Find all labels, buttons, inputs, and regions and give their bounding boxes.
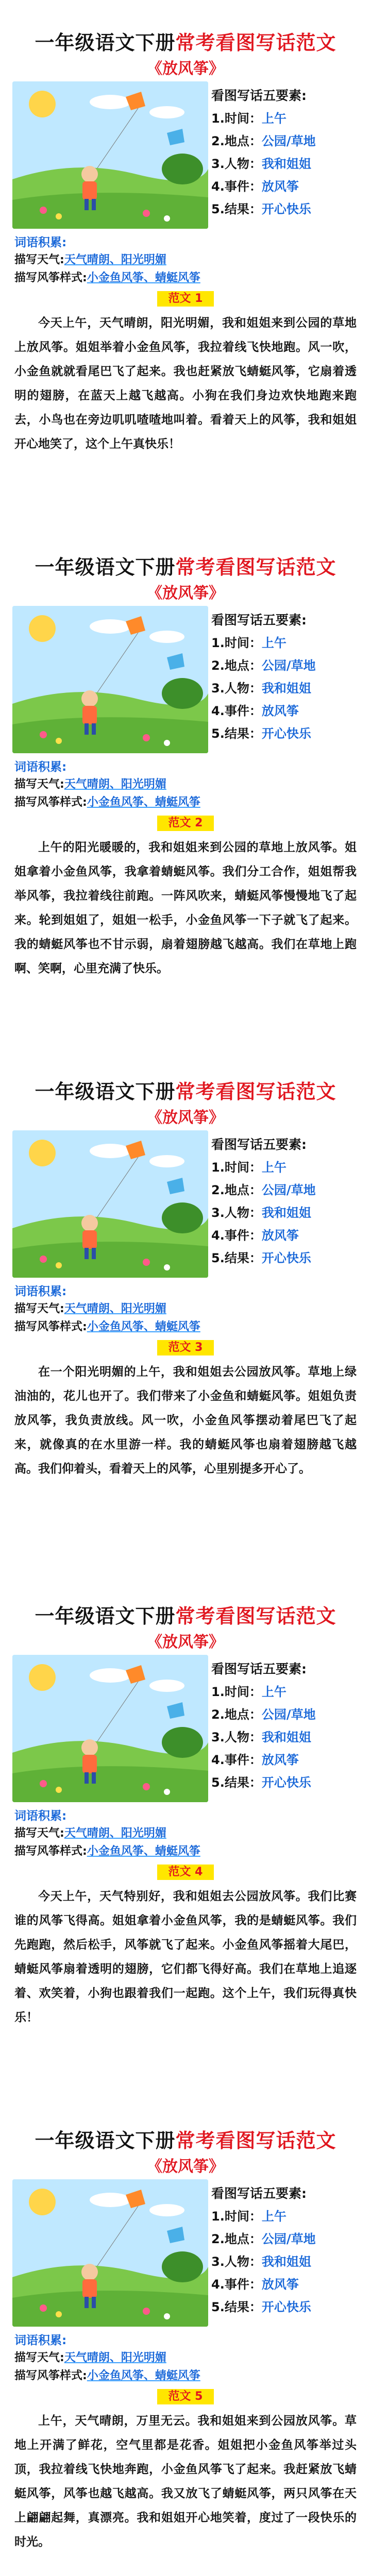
element-label: 4.事件： [211, 1753, 262, 1767]
element-row [211, 632, 361, 654]
vocab-kite [14, 269, 200, 285]
title-highlight: 常考看图写话范文 [175, 1080, 336, 1103]
element-label: 2.地点： [211, 1183, 262, 1197]
title-highlight: 常考看图写话范文 [175, 31, 336, 54]
element-row [211, 1156, 361, 1179]
element-row [211, 2273, 361, 2296]
section-title [0, 1600, 371, 1629]
essay-paragraph: 今天上午，天气特别好，我和姐姐去公园放风筝。我们比赛谁的风筝飞得高。姐姐拿着小金鱼风筝，我的是蜻蜓风筝。我们先跑跑，然后松手，风筝就飞了起来。小金鱼风筝摇着大尾巴，蜻蜓风筝扇着透明的翅膀，它们都飞得好高。我们在草地上追逐着、欢笑着，小狗也跟着我们一起跑。这个上午，我们玩得真快乐！ [14, 1890, 357, 2024]
element-value: 开心快乐 [261, 1251, 311, 1265]
element-row [211, 722, 361, 745]
vocab-heading: 词语积累: [14, 1285, 67, 1298]
element-value: 放风筝 [261, 1753, 299, 1767]
element-value: 开心快乐 [261, 202, 311, 216]
element-value: 我和姐姐 [261, 157, 311, 171]
sample-essay-badge: 范文 4 [157, 1865, 214, 1880]
five-elements [211, 84, 361, 221]
element-label: 4.事件： [211, 179, 262, 194]
element-value: 放风筝 [261, 2277, 299, 2292]
element-row [211, 175, 361, 198]
element-label: 3.人物： [211, 2255, 262, 2269]
vocab-weather-label: 描写天气: [14, 778, 64, 791]
vocab-kite-words: 小金鱼风筝、蜻蜓风筝 [87, 1320, 200, 1333]
kite-illustration [12, 606, 208, 753]
elements-heading: 看图写话五要素: [211, 1137, 307, 1152]
elements-heading: 看图写话五要素: [211, 613, 307, 628]
element-row [211, 1201, 361, 1224]
vocab-weather [14, 775, 166, 791]
essay-section [0, 1573, 371, 2094]
element-label: 2.地点： [211, 2232, 262, 2246]
essay-topic: 《放风筝》 [147, 60, 224, 78]
vocab-kite [14, 1842, 200, 1858]
element-value: 公园/草地 [261, 1707, 316, 1722]
title-prefix: 一年级语文下册 [35, 31, 176, 54]
essay-topic: 《放风筝》 [147, 584, 224, 602]
vocab-weather-label: 描写天气: [14, 1302, 64, 1315]
element-row [211, 198, 361, 221]
element-label: 1.时间： [211, 1685, 262, 1699]
element-value: 放风筝 [261, 1228, 299, 1243]
element-value: 公园/草地 [261, 134, 316, 148]
sample-essay-badge: 范文 2 [157, 816, 214, 831]
vocab-kite [14, 1318, 200, 1334]
vocab-kite [14, 793, 200, 809]
element-value: 上午 [261, 1685, 286, 1699]
element-value: 上午 [261, 2209, 286, 2224]
essay-section [0, 524, 371, 1045]
essay-section [0, 2098, 371, 2576]
five-elements [211, 1133, 361, 1269]
essay-topic: 《放风筝》 [147, 2158, 224, 2176]
vocab-kite-label: 描写风筝样式: [14, 272, 87, 284]
vocab-kite-label: 描写风筝样式: [14, 2369, 87, 2382]
title-prefix: 一年级语文下册 [35, 556, 176, 579]
element-label: 4.事件： [211, 2277, 262, 2292]
vocab-kite-words: 小金鱼风筝、蜻蜓风筝 [87, 2369, 200, 2382]
title-highlight: 常考看图写话范文 [175, 1605, 336, 1628]
essay-paragraph: 上午的阳光暖暖的，我和姐姐来到公园的草地上放风筝。姐姐拿着小金鱼风筝，我拿着蜻蜓风筝。我们分工合作，姐姐帮我举风筝，我拉着线往前跑。一阵风吹来，蜻蜓风筝慢慢地飞了起来。轮到姐姐了，姐姐一松手，小金鱼风筝一下子就飞了起来。我的蜻蜓风筝也不甘示弱，扇着翅膀越飞越高。我们在草地上跑啊、笑啊，心里充满了快乐。 [14, 841, 357, 975]
element-row [211, 700, 361, 722]
vocab-heading: 词语积累: [14, 2334, 67, 2347]
five-elements [211, 609, 361, 745]
sample-essay-badge: 范文 3 [157, 1340, 214, 1355]
vocab-weather-words: 天气晴朗、阳光明媚 [64, 1302, 166, 1315]
section-title [0, 551, 371, 580]
element-value: 开心快乐 [261, 1775, 311, 1790]
element-label: 1.时间： [211, 111, 262, 126]
title-prefix: 一年级语文下册 [35, 1605, 176, 1628]
title-prefix: 一年级语文下册 [35, 2129, 176, 2152]
vocab-weather [14, 1300, 166, 1316]
vocab-weather-words: 天气晴朗、阳光明媚 [64, 778, 166, 791]
element-row [211, 1179, 361, 1201]
element-row [211, 1749, 361, 1771]
element-value: 开心快乐 [261, 726, 311, 741]
element-value: 放风筝 [261, 704, 299, 718]
vocab-kite-label: 描写风筝样式: [14, 796, 87, 809]
element-label: 2.地点： [211, 658, 262, 673]
essay-paragraph: 上午，天气晴朗，万里无云。我和姐姐来到公园放风筝。草地上开满了鲜花，空气里都是花香。姐姐把小金鱼风筝举过头顶，我拉着线飞快地奔跑，小金鱼风筝飞了起来。我赶紧放飞蜻蜓风筝，风筝也越飞越高。我又放飞了蜻蜓风筝，两只风筝在天上翩翩起舞，真漂亮。我和姐姐开心地笑着，度过了一段快乐的时光。 [14, 2414, 357, 2549]
five-elements [211, 1658, 361, 1794]
five-elements [211, 2182, 361, 2318]
vocab-weather-label: 描写天气: [14, 1827, 64, 1840]
element-value: 上午 [261, 111, 286, 126]
element-value: 我和姐姐 [261, 1206, 311, 1220]
vocab-weather-label: 描写天气: [14, 2351, 64, 2364]
element-value: 公园/草地 [261, 1183, 316, 1197]
vocab-weather-words: 天气晴朗、阳光明媚 [64, 2351, 166, 2364]
element-label: 1.时间： [211, 636, 262, 650]
kite-illustration [12, 81, 208, 229]
vocab-kite-words: 小金鱼风筝、蜻蜓风筝 [87, 1845, 200, 1858]
vocab-weather-words: 天气晴朗、阳光明媚 [64, 253, 166, 266]
element-label: 1.时间： [211, 2209, 262, 2224]
essay-paragraph: 在一个阳光明媚的上午，我和姐姐去公园放风筝。草地上绿油油的，花儿也开了。我们带来了小金鱼和蜻蜓风筝。姐姐负责放风筝，我负责放线。风一吹，小金鱼风筝摆动着尾巴飞了起来，就像真的在水里游一样。我的蜻蜓风筝也扇着翅膀越飞越高。我们仰着头，看着天上的风筝，心里别提多开心了。 [14, 1365, 357, 1476]
elements-heading: 看图写话五要素: [211, 1662, 307, 1676]
element-row [211, 1247, 361, 1269]
vocab-weather [14, 1824, 166, 1840]
element-label: 2.地点： [211, 134, 262, 148]
vocab-weather-label: 描写天气: [14, 253, 64, 266]
element-row [211, 1771, 361, 1794]
element-value: 我和姐姐 [261, 2255, 311, 2269]
kite-illustration [12, 1655, 208, 1802]
element-label: 4.事件： [211, 1228, 262, 1243]
element-row [211, 677, 361, 700]
element-row [211, 2228, 361, 2250]
vocab-kite-words: 小金鱼风筝、蜻蜓风筝 [87, 272, 200, 284]
element-value: 我和姐姐 [261, 681, 311, 696]
element-row [211, 107, 361, 130]
essay-paragraph: 今天上午，天气晴朗，阳光明媚，我和姐姐来到公园的草地上放风筝。姐姐举着小金鱼风筝，我拉着线飞快地跑。风一吹，小金鱼就就看尾巴飞了起来。我也赶紧放飞蜻蜓风筝，它扇着透明的翅膀，在蓝天上越飞越高。小狗在我们身边欢快地跑来跑去，小鸟也在旁边叽叽喳喳地叫着。看着天上的风筝，我和姐姐开心地笑了，这个上午真快乐！ [14, 316, 357, 451]
vocab-heading: 词语积累: [14, 236, 67, 249]
kite-illustration [12, 2179, 208, 2327]
element-row [211, 1681, 361, 1703]
element-label: 5.结果： [211, 2300, 262, 2314]
element-label: 5.结果： [211, 1251, 262, 1265]
element-value: 开心快乐 [261, 2300, 311, 2314]
element-row [211, 2250, 361, 2273]
element-label: 3.人物： [211, 1730, 262, 1744]
vocab-kite [14, 2367, 200, 2383]
element-value: 上午 [261, 636, 286, 650]
elements-heading: 看图写话五要素: [211, 2186, 307, 2201]
element-row [211, 1703, 361, 1726]
sample-essay-badge: 范文 1 [157, 291, 214, 307]
title-prefix: 一年级语文下册 [35, 1080, 176, 1103]
element-label: 3.人物： [211, 157, 262, 171]
vocab-weather-words: 天气晴朗、阳光明媚 [64, 1827, 166, 1840]
sample-essay-badge: 范文 5 [157, 2389, 214, 2404]
element-value: 公园/草地 [261, 658, 316, 673]
element-row [211, 654, 361, 677]
element-value: 我和姐姐 [261, 1730, 311, 1744]
element-row [211, 2296, 361, 2318]
element-row [211, 2205, 361, 2228]
element-row [211, 130, 361, 152]
element-row [211, 152, 361, 175]
vocab-heading: 词语积累: [14, 760, 67, 774]
title-highlight: 常考看图写话范文 [175, 2129, 336, 2152]
vocab-kite-label: 描写风筝样式: [14, 1845, 87, 1858]
element-label: 5.结果： [211, 726, 262, 741]
essay-section [0, 1049, 371, 1569]
element-row [211, 1726, 361, 1749]
element-label: 3.人物： [211, 681, 262, 696]
element-label: 3.人物： [211, 1206, 262, 1220]
element-label: 5.结果： [211, 202, 262, 216]
kite-illustration [12, 1130, 208, 1278]
elements-heading: 看图写话五要素: [211, 88, 307, 103]
essay-section [0, 0, 371, 520]
essay-topic: 《放风筝》 [147, 1109, 224, 1127]
title-highlight: 常考看图写话范文 [175, 556, 336, 579]
element-label: 4.事件： [211, 704, 262, 718]
vocab-weather [14, 2349, 166, 2365]
essay-topic: 《放风筝》 [147, 1633, 224, 1651]
element-row [211, 1224, 361, 1247]
vocab-kite-words: 小金鱼风筝、蜻蜓风筝 [87, 796, 200, 809]
vocab-weather [14, 251, 166, 267]
element-label: 5.结果： [211, 1775, 262, 1790]
vocab-kite-label: 描写风筝样式: [14, 1320, 87, 1333]
section-title [0, 1076, 371, 1104]
element-label: 2.地点： [211, 1707, 262, 1722]
element-value: 公园/草地 [261, 2232, 316, 2246]
element-label: 1.时间： [211, 1160, 262, 1175]
section-title [0, 27, 371, 55]
element-value: 放风筝 [261, 179, 299, 194]
element-value: 上午 [261, 1160, 286, 1175]
section-title [0, 2125, 371, 2153]
vocab-heading: 词语积累: [14, 1809, 67, 1823]
